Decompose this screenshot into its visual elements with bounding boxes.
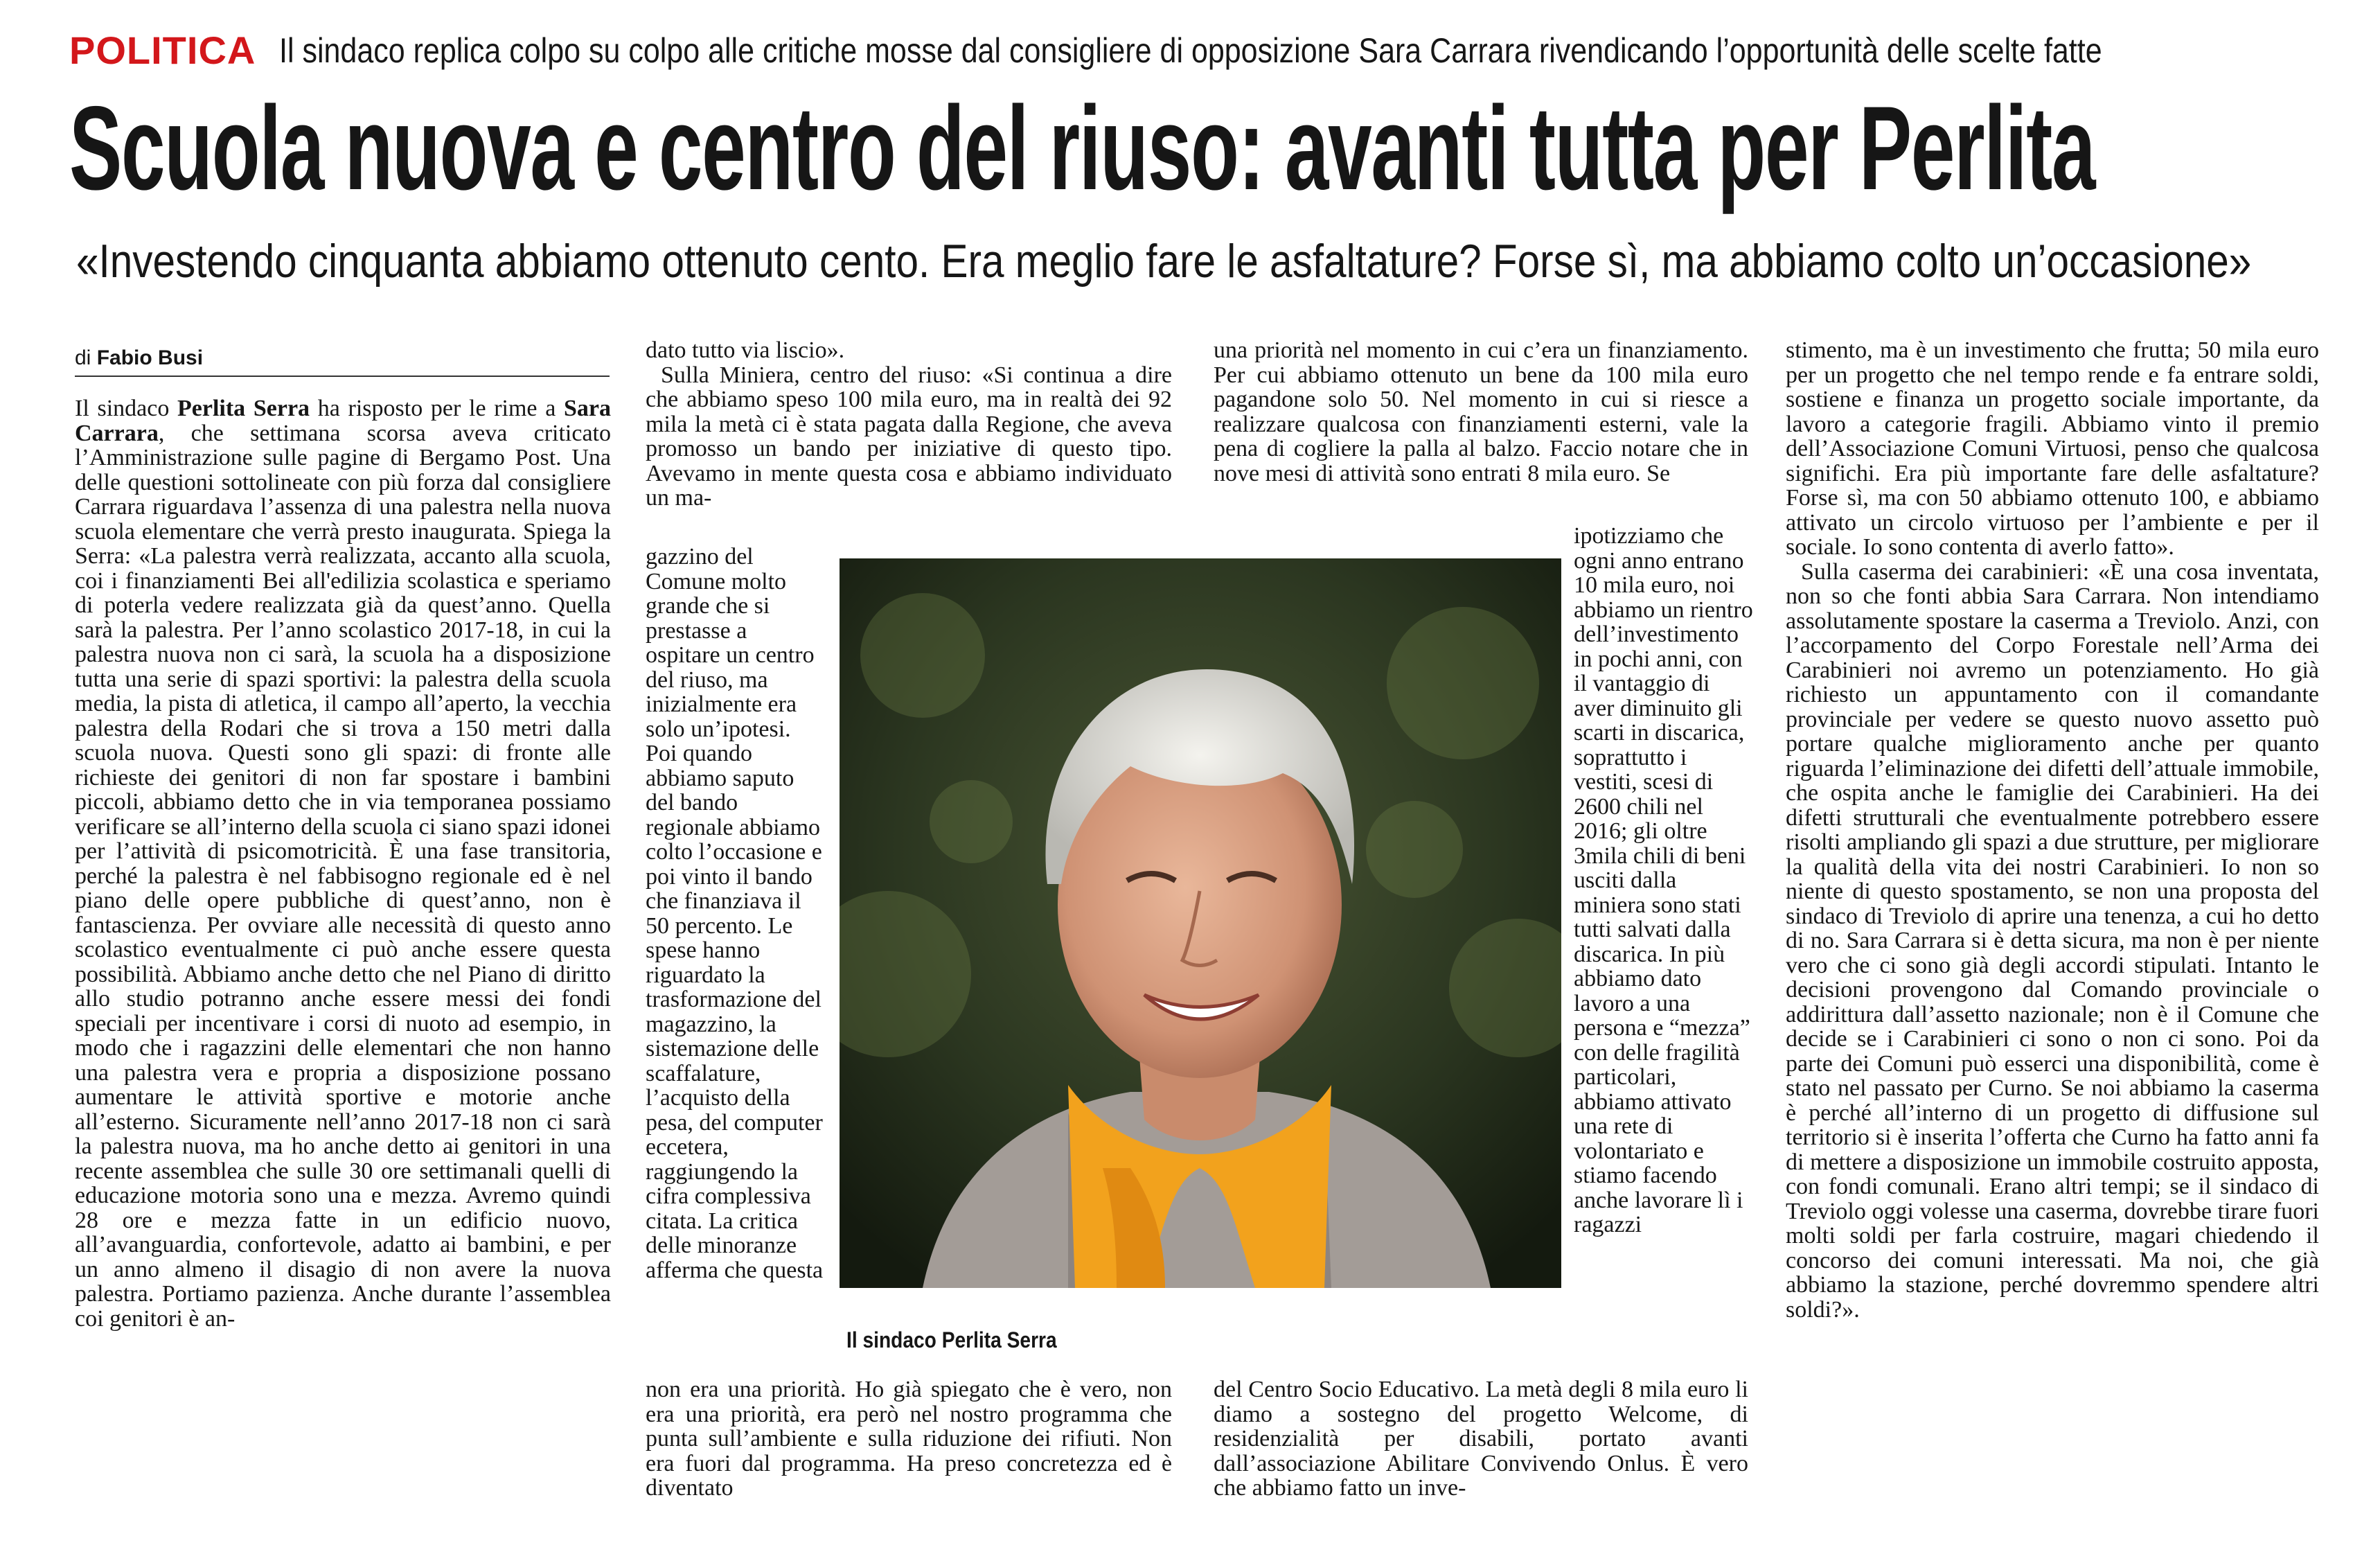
section-label: POLITICA <box>69 28 256 72</box>
col3-bottom-text: del Centro Socio Educativo. La metà degli 8 mila euro li diamo a sostegno del progetto Welcome, di residenzialità per disabili, portato avanti dall’associazione Abilitare Convivendo Onlus. È vero che abbiamo fatto un inve- <box>1214 1377 1748 1501</box>
headline: Scuola nuova e centro del riuso: avanti tutta per Perlita <box>69 82 2095 215</box>
byline-author: Fabio Busi <box>96 346 204 369</box>
article-column-4 <box>1786 338 2319 1537</box>
col4-paragraph-2: Sulla caserma dei carabinieri: «È una cosa inventata, non so che fonti abbia Sara Carrara. Non intendiamo assolutamente spostare la caserma a Treviolo. Anzi, con l’accorpamento del Corpo Forestale nell’Arma dei Carabinieri noi avremo un potenziamento. Ho già richiesto un appuntamento con il comandante provinciale per vedere se questo nuovo assetto può portare qualche miglioramento anche per quanto riguarda l’eliminazione dei difetti dell’attuale immobile, che ospita anche le famiglie dei Carabinieri. Ha dei difetti strutturali che eventualmente potrebbero essere risolti ampliando gli spazi a due strutture, per migliorare la qualità della vita dei nostri Carabinieri. Io non so niente di questo spostamento, se non una proposta del sindaco di Treviolo di aprire una tenenza, a cui ho detto di no. Sara Carrara si è detta sicura, ma non è per niente vero che ci sono già degli accordi stipulati. Intanto le decisioni provengono dal Comando provinciale o addirittura dall’assetto nazionale; non è il Comune che decide se i Carabinieri ci sono o non ci sono. Poi da parte dei Comuni può esserci una disponibilità, come è stato nel passato per Curno. Se noi abbiamo la caserma è perché all’interno di un progetto di diffusione sul territorio si è inserita l’offerta che Curno ha fatto anni fa di mettere a disposizione un immobile costruito apposta, con fondi comunali. Erano altri tempi; se il sindaco di Treviolo oggi volesse una caserma, dovrebbe tirare fuori molti soldi per farla costruire, magari chiedendo il concorso dei comuni interessati. Ma noi, che già abbiamo la stazione, perché dovremmo spendere altri soldi?». <box>1786 558 2319 1323</box>
col3-narrow-text: ipotizziamo che ogni anno entrano 10 mila euro, noi abbiamo un rientro dell’investimento in pochi anni, con il vantaggio di aver diminuito gli scarti in discarica, soprattutto i vestiti, scesi di 2600 chili nel 2016; gli oltre 3mila chili di beni usciti dalla miniera sono stati tutti salvati dalla discarica. In più abbiamo dato lavoro a una persona e “mezza” con delle fragilità particolari, abbiamo attivato una rete di volontariato e stiamo facendo anche lavorare lì i ragazzi <box>1574 524 1753 1237</box>
col2-narrow-text: gazzino del Comune molto grande che si prestasse a ospitare un centro del riuso, ma inizialmente era solo un’ipotesi. Poi quando abbiamo saputo del bando regionale abbiamo colto l’occasione e poi vinto il bando che finanziava il 50 percento. Le spese hanno riguardato la trasformazione del magazzino, la sistemazione delle scaffalature, l’acquisto della pesa, del computer eccetera, raggiungendo la cifra complessiva citata. La critica delle minoranze afferma che questa <box>646 545 824 1283</box>
mayor-photo <box>840 558 1561 1288</box>
col2-paragraph: Sulla Miniera, centro del riuso: «Si continua a dire che abbiamo speso 100 mila euro, ma in realtà dei 92 mila la metà ci è stata pagata dalla Regione, che aveva promosso un bando per iniziative di questo tipo. Avevamo in mente questa cosa e abbiamo individuato un ma- <box>646 362 1172 511</box>
lead-prefix: Il sindaco <box>75 396 170 421</box>
byline-rule <box>75 376 610 377</box>
col2-bottom-text: non era una priorità. Ho già spiegato che è vero, non era una priorità, era però nel nostro programma che punta sull’ambiente e sulla riduzione dei rifiuti. Non era fuori dal programma. Ha preso concretezza ed è diventato <box>646 1377 1172 1501</box>
portrait-illustration <box>840 558 1561 1288</box>
article-column-2-narrow <box>646 545 826 1369</box>
article-column-2-top <box>646 338 1172 546</box>
byline <box>75 346 203 370</box>
kicker: Il sindaco replica colpo su colpo alle critiche mosse dal consigliere di opposizione Sara Carrara rivendicando l’opportunità delle scelte fatte <box>279 30 2102 70</box>
lead-mid: ha risposto per le rime a <box>317 396 556 421</box>
photo-caption: Il sindaco Perlita Serra <box>846 1327 1057 1352</box>
lead-name-2: Sara Carrara <box>75 396 611 446</box>
kicker-row <box>69 28 2320 76</box>
col3-top-text: una priorità nel momento in cui c’era un finanziamento. Per cui abbiamo ottenuto un bene da 100 mila euro pagandone solo 50. Nel momento in cui si riesce a realizzare qualcosa con finanziamenti esterni, vale la pena di cogliere la palla al balzo. Faccio notare che in nove mesi di attività sono entrati 8 mila euro. Se <box>1214 338 1748 486</box>
article-column-1 <box>75 396 611 1533</box>
article-column-3-bottom <box>1214 1377 1748 1537</box>
lead-name: Perlita Serra <box>177 396 310 421</box>
lead-rest: , che settimana scorsa aveva criticato l’Amministrazione sulle pagine di Bergamo Post. Una delle questioni sottolineate con più forza dal consigliere Carrara riguardava l’assenza di una palestra nella nuova scuola elementare che verrà presto inaugurata. Spiega la Serra: «La palestra verrà realizzata, accanto alla scuola, coi i finanziamenti Bei all'edilizia scolastica e speriamo di poterla vedere realizzata già da quest’anno. Quella sarà la palestra. Per l’anno scolastico 2017-18, in cui la palestra nuova non ci sarà, la scuola ha a disposizione tutta una serie di spazi sportivi: la palestra della scuola media, la pista di atletica, il campo all’aperto, la vecchia palestra della Rodari che si trova a 150 metri dalla scuola nuova. Questi sono gli spazi: di fronte alle richieste dei genitori di non far spostare i bambini piccoli, abbiamo detto che in via temporanea possiamo verificare se all’interno della scuola ci siano spazi idonei per l’attività di psicomotricità. È una fase transitoria, perché la palestra è nel fabbisogno regionale ed è nel piano delle opere pubbliche di quest’anno, non è fantascienza. Per ovviare alle necessità di questo anno scolastico eventualmente ci può anche essere questa possibilità. Abbiamo anche detto che nel Piano di diritto allo studio potranno anche essere messi dei fondi speciali per incentivare i corsi di nuoto ad esempio, in modo che i ragazzini delle elementari che non hanno una palestra vera e propria a disposizione possano aumentare le attività sportive e motorie anche all’esterno. Sicuramente nell’anno 2017-18 non ci sarà la palestra nuova, ma ho anche detto ai genitori in una recente assemblea che sulle 30 ore settimanali quelli di educazione motoria sono una e mezza. Avremo quindi 28 ore e mezza fatte in un edificio nuovo, all’avanguardia, confortevole, adatto ai bambini, e per un anno almeno il disagio di non avere la nuova palestra. Portiamo pazienza. Anche durante l’assemblea coi genitori è an- <box>75 420 611 1332</box>
article-column-3-narrow <box>1574 524 1754 1383</box>
lead-paragraph <box>75 396 611 1331</box>
col2-continuation: dato tutto via liscio». <box>646 338 845 363</box>
byline-prefix: di <box>75 346 91 369</box>
col4-paragraph-1: stimento, ma è un investimento che frutta; 50 mila euro per un progetto che nel tempo rende e fa entrare soldi, sostiene e finanza un progetto sociale importante, da lavoro a categorie fragili. Abbiamo vinto il premio dell’Associazione Comuni Virtuosi, penso che qualcosa significhi. Era più importante fare delle asfaltature? Forse sì, ma con 50 abbiamo ottenuto 100, e abbiamo attivato un circolo virtuoso per l’ambiente e per il sociale. Io sono contenta di averlo fatto». <box>1786 338 2319 560</box>
article-column-2-bottom <box>646 1377 1172 1537</box>
subhead: «Investendo cinquanta abbiamo ottenuto cento. Era meglio fare le asfaltature? Forse sì, ma abbiamo colto un’occasione» <box>76 235 2252 288</box>
